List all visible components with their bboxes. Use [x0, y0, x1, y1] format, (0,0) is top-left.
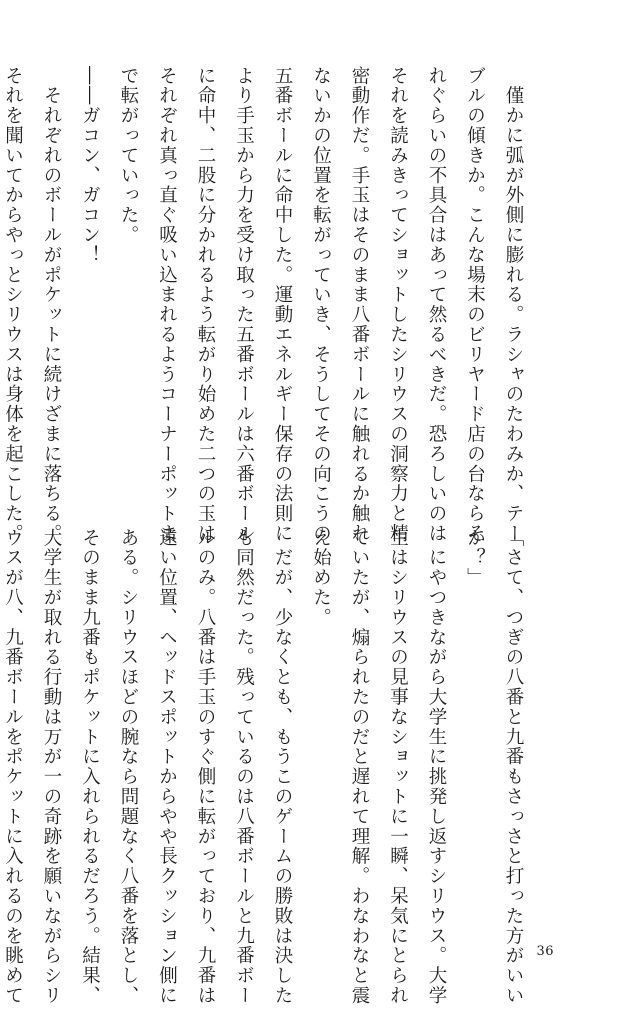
text-line: に命中、二股に分かれるよう転がり始めた二つの玉は [195, 66, 216, 544]
text-line: それぞれのボールがポケットに続けざまに落ちる。 [41, 66, 62, 544]
text-line: それを読みきってショットしたシリウスの洞察力と精 [387, 66, 409, 544]
text-line: それを聞いてからやっとシリウスは身体を起こした。 [2, 66, 24, 544]
text-line: ないかの位置を転がっていき、そうしてその向こうの [310, 66, 332, 544]
page-number: 36 [536, 944, 554, 959]
text-line: だが、少なくとも、もうこのゲームの勝敗は決した [272, 528, 293, 1006]
text-line: 大学生が取れる行動は万が一の奇跡を願いながらシリ [41, 528, 62, 1006]
text-line: 密動作だ。手玉はそのまま八番ボールに触れるか触れ [349, 66, 370, 544]
lower-text-block [0, 528, 532, 1006]
text-line: え始めた。 [310, 528, 332, 628]
text-line: 生はシリウスの見事なショットに一瞬、呆気にとられ [387, 528, 409, 1006]
text-line: ある。シリウスほどの腕なら問題なく八番を落とし、 [118, 528, 139, 1006]
text-line: で転がっていった。 [118, 66, 139, 246]
text-line: 五番ボールに命中した。運動エネルギー保存の法則に [272, 66, 293, 544]
text-line: も同然だった。残っているのは八番ボールと九番ボー [233, 528, 255, 1006]
text-line: ブルの傾きか。こんな場末のビリヤード店の台ならそ [464, 66, 486, 544]
text-line: ルのみ。八番は手玉のすぐ側に転がっており、九番は [195, 528, 216, 1006]
text-line: 「さて、つぎの八番と九番もさっさと打った方がいい [503, 528, 524, 1006]
text-line: 僅かに弧が外側に膨れる。ラシャのたわみか、テー [503, 66, 524, 544]
text-line: ウスが八、九番ボールをポケットに入れるのを眺めて [2, 528, 24, 1006]
text-line: か？」 [464, 528, 486, 588]
text-line: ていたが、煽られたのだと遅れて理解。わなわなと震 [349, 528, 370, 1006]
upper-text-block [0, 66, 532, 544]
text-line: そのまま九番もポケットに入れられるだろう。結果、 [79, 528, 101, 1006]
text-line: 遠い位置、ヘッドスポットからやや長クッション側に [156, 528, 178, 1006]
text-line: ――ガコン、ガコン！ [79, 66, 101, 265]
text-line: にやつきながら大学生に挑発し返すシリウス。大学 [426, 528, 447, 1006]
text-line: れぐらいの不具合はあって然るべきだ。恐ろしいのは [426, 66, 447, 544]
text-line: より手玉から力を受け取った五番ボールは六番ボール [233, 66, 255, 544]
text-line: それぞれ真っ直ぐ吸い込まれるようコーナーポットま [156, 66, 178, 544]
